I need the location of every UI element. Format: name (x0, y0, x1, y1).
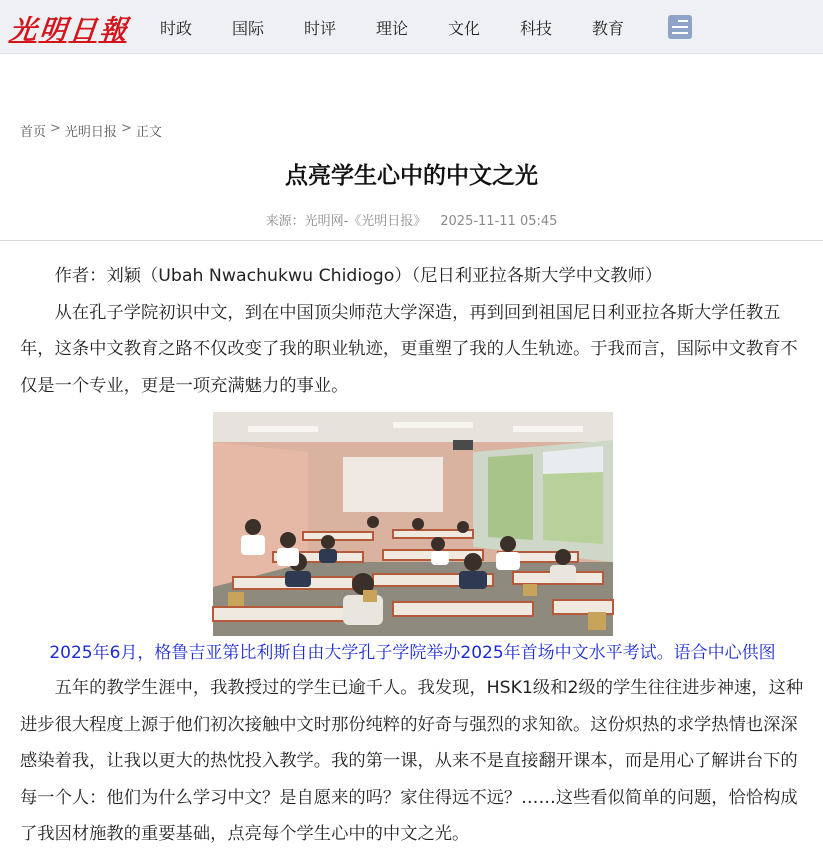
photo-caption: 2025年6月，格鲁吉亚第比利斯自由大学孔子学院举办2025年首场中文水平考试。语合中心供图 (49, 643, 776, 663)
menu-list-icon[interactable] (668, 15, 692, 39)
breadcrumb-current[interactable]: 正文 (135, 125, 162, 140)
breadcrumb-separator: > (120, 121, 132, 136)
article-author: 作者：刘颖（Ubah Nwachukwu Chidiogo）（尼日利亚拉各斯大学中文教师） (54, 266, 663, 286)
main-nav (140, 0, 644, 54)
guangming-daily-logo[interactable]: 光 明 日 報 (8, 14, 130, 46)
article-datetime: 2025-11-11 05:45 (440, 214, 558, 229)
nav-item-commentary[interactable]: 时评 (303, 18, 336, 38)
breadcrumb-separator: > (50, 121, 61, 136)
nav-item-culture[interactable]: 文化 (447, 18, 480, 38)
header-divider (0, 240, 823, 241)
article-paragraph: 从在孔子学院初识中文，到在中国顶尖师范大学深造，再到回到祖国尼日利亚拉各斯大学任教五年，这条中文教育之路不仅改变了我的职业轨迹，更重塑了我的人生轨迹。于我而言，国际中文教育不仅是一个专业，更是一项充满魅力的事业。 (20, 302, 798, 396)
menu-line (678, 20, 688, 22)
breadcrumb (20, 121, 162, 140)
nav-item-politics[interactable]: 时政 (159, 18, 192, 38)
nav-item-education[interactable]: 教育 (591, 18, 624, 38)
article-title: 点亮学生心中的中文之光 (285, 163, 538, 189)
top-navigation-bar (0, 0, 823, 54)
nav-item-international[interactable]: 国际 (231, 18, 264, 38)
menu-line (672, 26, 688, 28)
article-source: 来源：光明网-《光明日报》 (265, 214, 427, 229)
exam-classroom-photo (213, 412, 613, 636)
article-meta (0, 210, 823, 229)
article-paragraph: 五年的教学生涯中，我教授过的学生已逾千人。我发现，HSK1级和2级的学生往往进步神速，这种进步很大程度上源于他们初次接触中文时那份纯粹的好奇与强烈的求知欲。这份炽热的求学热情也深深感染着我，让我以更大的热忱投入教学。我的第一课，从来不是直接翻开课本，而是用心了解讲台下的每一个人：他们为什么学习中文？是自愿来的吗？家住得远不远？……这些看似简单的问题，恰恰构成了我因材施教的重要基础，点亮每个学生心中的中文之光。 (20, 678, 804, 844)
breadcrumb-home[interactable]: 首页 (20, 125, 47, 140)
article-body (20, 258, 805, 853)
breadcrumb-section[interactable]: 光明日报 (64, 125, 117, 140)
nav-item-theory[interactable]: 理论 (375, 18, 408, 38)
menu-line (672, 32, 688, 34)
nav-item-technology[interactable]: 科技 (519, 18, 552, 38)
